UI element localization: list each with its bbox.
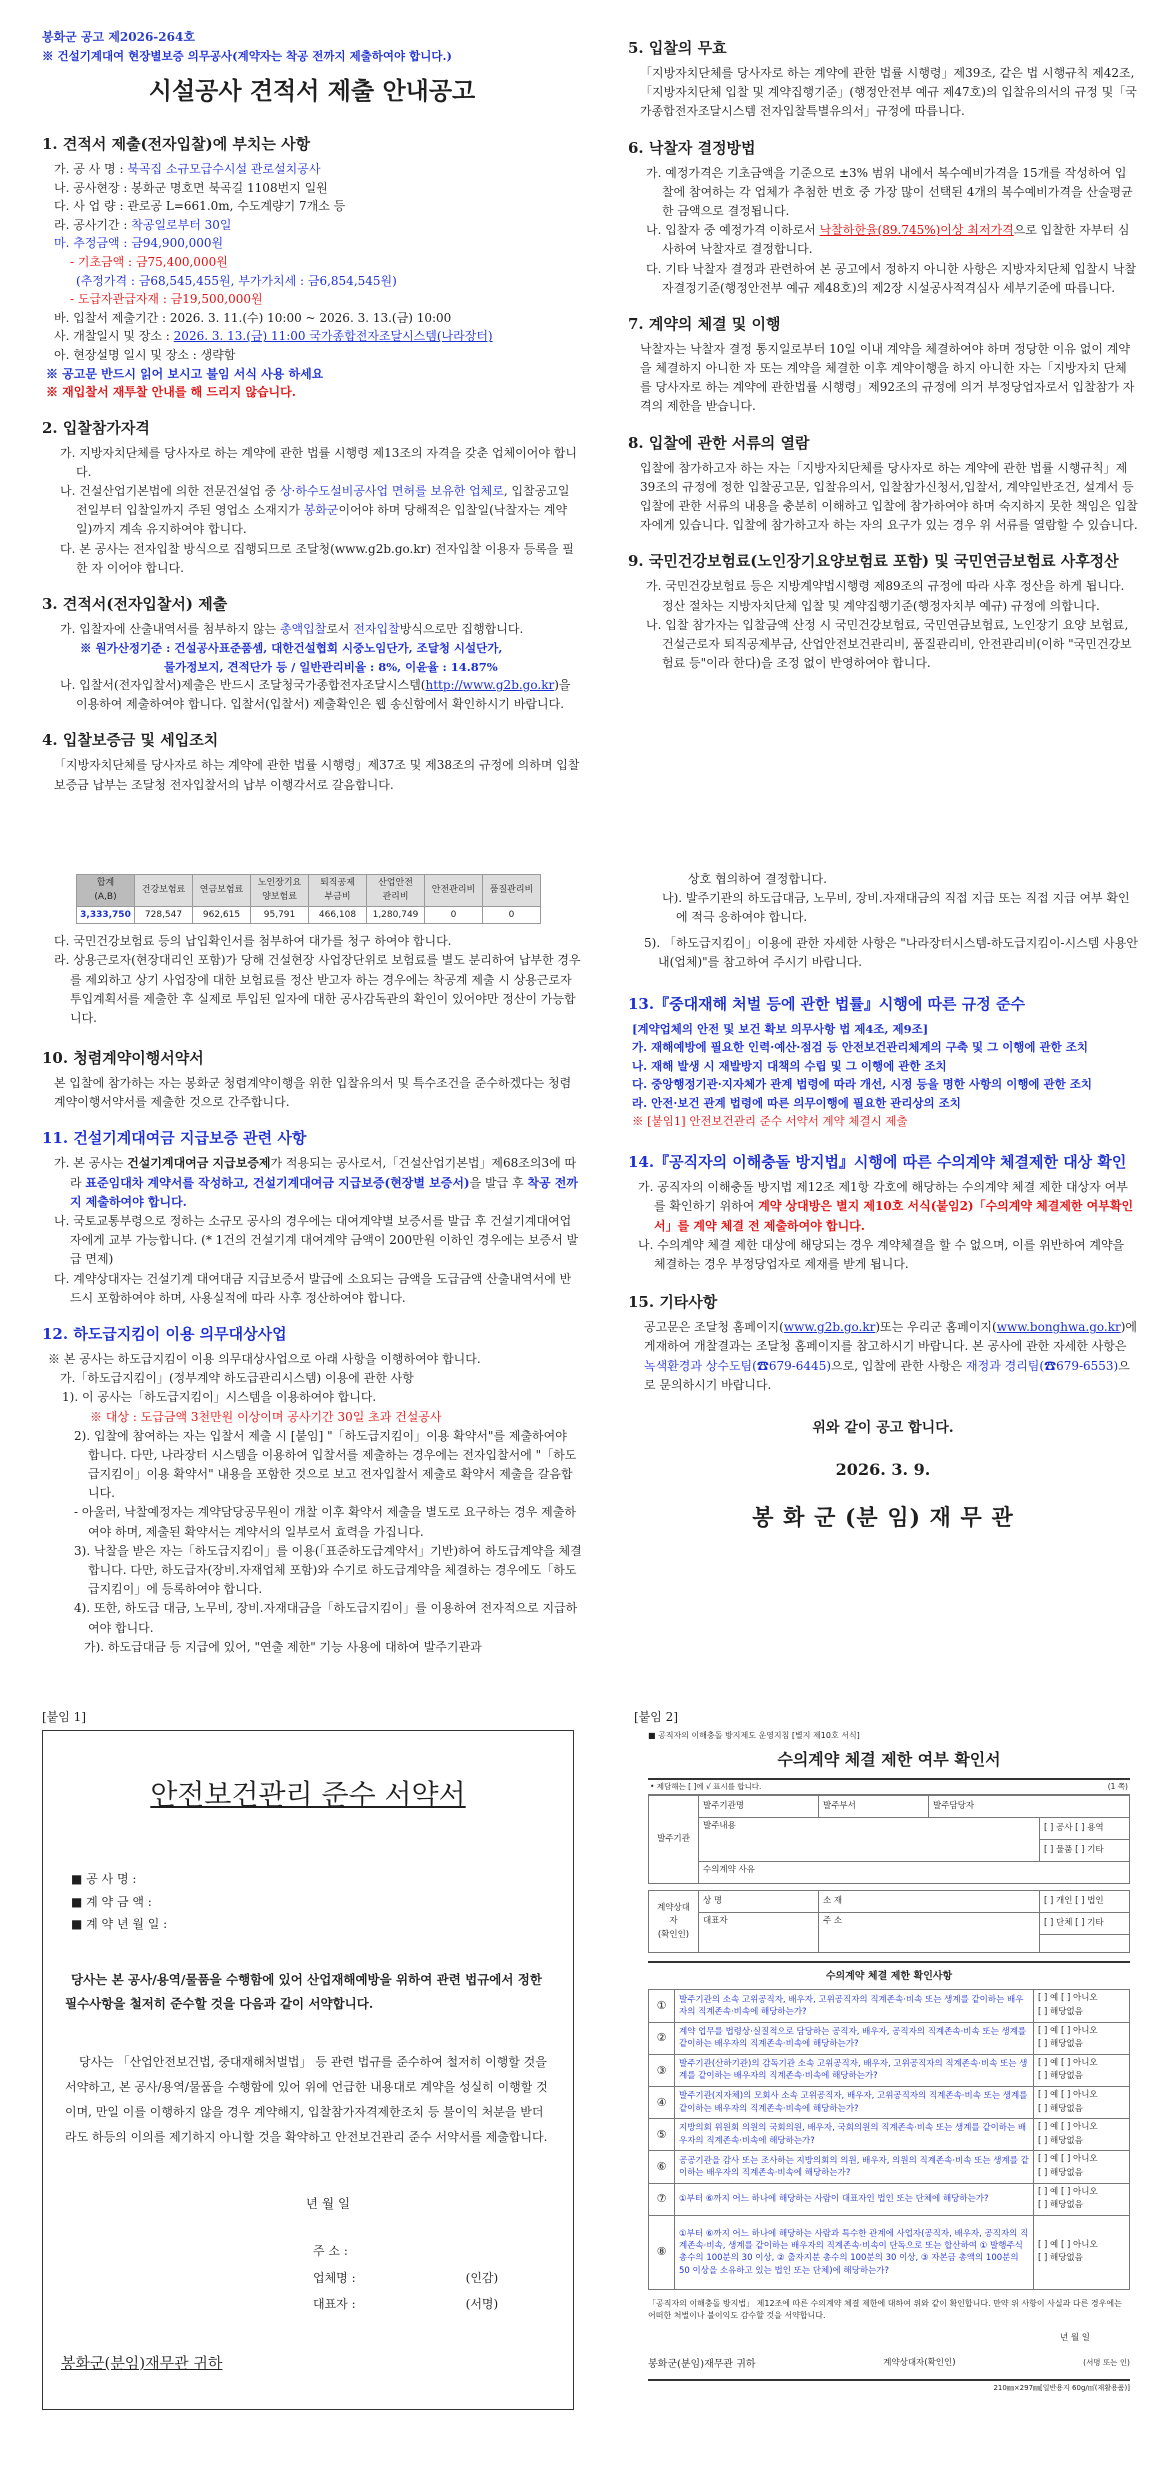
s2-item: 나. 건설산업기본법에 의한 전문건설업 중 상·하수도설비공사업 면허를 보유한 업체로, 입찰공고일 전일부터 입찰일까지 주된 영업소 소재지가 봉화군이어야 하며 당해적은 입찰일(낙찰자는 계약일)까지 계속 유지하여야 합니다.: [60, 484, 570, 537]
s13-item: 라. 안전·보건 관계 법령에 따른 의무이행에 필요한 관리상의 조치: [632, 1095, 961, 1110]
s12c-item: 상호 협의하여 결정합니다.: [688, 872, 827, 886]
att2-org-head: 발주담당자: [929, 1796, 1130, 1818]
section-10-title: 10. 청렴계약이행서약서: [42, 1049, 204, 1068]
att2-title: 수의계약 체결 제한 여부 확인서: [777, 1749, 1001, 1769]
att2-row-num: ④: [649, 2086, 675, 2118]
ins-header: 품질관리비: [483, 875, 541, 907]
att1-pledge-2: 당사는 「산업안전보건법, 중대재해처벌법」 등 관련 법규를 준수하여 철저히 이행할 것을 서약하고, 본 공사/용역/물품을 수행함에 있어 위에 언급한 내용대로 계약을 성실히 이행할 것이며, 만일 이를 이행하지 않을 경우 계약해지, 입찰참가자격제한조치 등 불이익 처분을 받더라도 하등의 이의를 제기하지 아니할 것을 확약하고 안전보건관리 준수 서약서를 제출합니다.: [65, 2054, 548, 2145]
section-1-title: 1. 견적서 제출(전자입찰)에 부치는 사항: [42, 134, 311, 153]
att2-kind: 수의계약 사유: [699, 1862, 1130, 1884]
s3-item: 물가정보지, 견적단가 등 / 일반관리비율 : 8%, 이윤율 : 14.87%: [164, 659, 498, 674]
s1-item: - 기초금액 : 금75,400,000원: [70, 254, 228, 269]
ins-header: 연금보험료: [193, 875, 251, 907]
att2-opt: [ ] 단체 [ ] 기타: [1040, 1913, 1130, 1935]
att2-check-row: [649, 1990, 1130, 2022]
section-6-title: 6. 낙찰자 결정방법: [628, 138, 756, 157]
s7-text: 낙찰자는 낙찰자 결정 통지일로부터 10일 이내 계약을 체결하여야 하며 정당한 이유 없이 계약을 체결하지 아니한 자 또는 계약을 체결한 이후 계약이행을 하지 아니한 자는「지방자치 단체를 당사자로 하는 계약에 관한법률 시행령」제92조의 규정에 의거 부정당업자로서 입찰참가 자격의 제한을 받습니다.: [640, 341, 1135, 414]
att2-na[interactable]: [ ] 해당없음: [1038, 2006, 1083, 2017]
att2-form-note: ■ 공직자의 이해충돌 방지제도 운영지침 [별지 제10호 서식]: [648, 1731, 860, 1740]
att2-na[interactable]: [ ] 해당없음: [1038, 2167, 1083, 2178]
section-9-title: 9. 국민건강보험료(노인장기요양보험료 포함) 및 국민연금보험료 사후정산: [628, 552, 1119, 571]
att2-check-row: [649, 2119, 1130, 2151]
att2-check-row: [649, 2183, 1130, 2215]
s14-item: 가. 공직자의 이해충돌 방지법 제12조 제1항 각호에 해당하는 수의계약 체결 제한 대상자 여부를 확인하기 위하여 계약 상대방은 별지 제10호 서식(붙임2)「수의계약 체결제한 여부확인서」를 계약 체결 전 제출하여야 합니다.: [638, 1180, 1134, 1233]
section-4-title: 4. 입찰보증금 및 세입조치: [42, 731, 219, 750]
att2-sub-title: 수의계약 체결 제한 확인사항: [825, 1971, 953, 1983]
att2-row-num: ②: [649, 2022, 675, 2054]
att2-na[interactable]: [ ] 해당없음: [1038, 2253, 1083, 2264]
s14-item: 나. 수의계약 체결 제한 대상에 해당되는 경우 계약체결을 할 수 없으며, 이를 위반하여 계약을 체결하는 경우 부정당업자로 제재를 받게 됩니다.: [638, 1237, 1125, 1272]
att2-check-row: [649, 2151, 1130, 2183]
ins-value: 0: [425, 906, 483, 923]
att2-row-answer[interactable]: [1034, 2119, 1130, 2151]
ins-value: 466,108: [309, 906, 367, 923]
att2-row-answer[interactable]: [1034, 2086, 1130, 2118]
att2-recipient: 봉화군(분임)재무관 귀하: [648, 2359, 756, 2371]
att2-row-answer[interactable]: [1034, 2183, 1130, 2215]
att2-row-question: 발주기관의 소속 고위공직자, 배우자, 고위공직자의 직계존속·비속 또는 생계를 같이하는 배우자의 직계존속·비속에 해당하는가?: [675, 1990, 1034, 2022]
s12-item: 2). 입찰에 참여하는 자는 입찰서 제출 시 [붙임] "「하도급지킴이」이용 확약서"를 제출하여야 합니다. 다만, 나라장터 시스템을 이용하여 입찰서를 제출하는 경우에는 전자입찰서에 "「하도급지킴이」이용 확약서" 내용을 포함한 것으로 보고 전자입찰서 제출로 확약서 제출을 갈음합니다.: [74, 1428, 577, 1501]
att2-na[interactable]: [ ] 해당없음: [1038, 2135, 1083, 2146]
att2-yes-no[interactable]: [ ] 예 [ ] 아니오: [1038, 2025, 1098, 2036]
page-title: 시설공사 견적서 제출 안내공고: [148, 76, 476, 105]
att2-row-question: ①부터 ⑥까지 어느 하나에 해당하는 사람과 특수한 관계에 사업자(공직자, 배우자, 공직자의 직계존속·비속, 생계를 같이하는 배우자의 직계존속·비속이 단독으로 또는 합산하여 ① 발행주식 총수의 100분의 30 이상, ② 출자지분 총수의 100분의 30 이상, ③ 자본금 총액의 100분의 50 이상을 소유하고 있는 법인 또는 단체)에 해당하는가?: [675, 2215, 1034, 2289]
ins-header: 합계 (A,B): [77, 875, 135, 907]
att2-row-question: ①부터 ⑥까지 어느 하나에 해당하는 사람이 대표자인 법인 또는 단체에 해당하는가?: [675, 2183, 1034, 2215]
ins-header: 건강보험료: [135, 875, 193, 907]
att2-yes-no[interactable]: [ ] 예 [ ] 아니오: [1038, 2239, 1098, 2250]
att2-party-name: 상 명: [699, 1891, 819, 1913]
s12c-item: 나). 발주기관의 하도급대금, 노무비, 장비.자재대금의 직접 지급 또는 직접 지급 여부 확인에 적극 응하여야 합니다.: [662, 891, 1130, 925]
att2-na[interactable]: [ ] 해당없음: [1038, 2071, 1083, 2082]
att2-hdr-left: • 제담해는 [ ]에 √ 표시를 합니다.: [650, 1782, 762, 1792]
att2-party-table: [648, 1890, 1130, 1953]
s1-item: 마. 추정금액 : 금94,900,000원: [54, 236, 224, 251]
att2-yes-no[interactable]: [ ] 예 [ ] 아니오: [1038, 2186, 1098, 2197]
s1-item: (추정가격 : 금68,545,455원, 부가가치세 : 금6,854,545원): [76, 273, 397, 288]
s3-item: ※ 원가산정기준 : 건설공사표준품셈, 대한건설협회 시중노임단가, 조달청 시설단가,: [80, 641, 503, 656]
att1-corp: 업체명 : (인감): [313, 2270, 499, 2285]
ins-value: 0: [483, 906, 541, 923]
att2-footer: 「공직자의 이해충돌 방지법」 제12조에 따른 수의계약 체결 제한에 대하여 위와 같이 확인합니다. 만약 위 사항이 사실과 다른 경우에는 어떠한 처벌이나 불이익도 감수할 것을 서약합니다.: [648, 2298, 1122, 2320]
s6-item: 나. 입찰자 중 예정가격 이하로서 낙찰하한율(89.745%)이상 최저가격으로 입찰한 자부터 심사하여 낙찰자로 결정합니다.: [646, 223, 1130, 257]
att2-yes-no[interactable]: [ ] 예 [ ] 아니오: [1038, 2122, 1098, 2133]
right-column-middle: [628, 870, 1138, 1536]
s1-item: 다. 사 업 량 : 관로공 L=661.0m, 수도계량기 7개소 등: [54, 199, 346, 214]
s6-item: 다. 기타 낙찰자 결정과 관련하여 본 공고에서 정하지 아니한 사항은 지방자치단체 입찰시 낙찰자결정기준(행정안전부 예규 제48호)의 제2장 시설공사적격심사 세부기준에 따릅니다.: [646, 261, 1137, 295]
s12-item: ※ 본 공사는 하도급지킴이 이용 의무대상사업으로 아래 사항을 이행하여야 합니다.: [48, 1351, 481, 1366]
att2-na[interactable]: [ ] 해당없음: [1038, 2039, 1083, 2050]
att2-party-loc: 주 소: [819, 1913, 1040, 1953]
ins-value: 728,547: [135, 906, 193, 923]
att2-info-table: [648, 1795, 1130, 1884]
att1-pledge-1: 당사는 본 공사/용역/물품을 수행함에 있어 산업재해예방을 위하여 관련 법규에서 정한 필수사항을 철저히 준수할 것을 다음과 같이 서약합니다.: [65, 1972, 542, 2011]
att2-party-sign: 계약상대자(확인인): [883, 2358, 956, 2369]
ins-header: 퇴직공제 부금비: [309, 875, 367, 907]
s12-item: 1). 이 공사는「하도급지킴이」시스템을 이용하여야 합니다.: [62, 1390, 377, 1405]
s13-item: ※ [붙임1] 안전보건관리 준수 서약서 계약 체결시 제출: [632, 1113, 908, 1128]
ins-value: 95,791: [251, 906, 309, 923]
att2-date: 년 월 일: [1059, 2332, 1090, 2343]
s12-item: - 아울러, 낙찰예정자는 계약담당공무원이 개찰 이후 확약서 제출을 별도로 요구하는 경우 제출하여야 하며, 제출된 확약서는 계약서의 일부로서 효력을 가집니다.: [74, 1505, 576, 1539]
attachment-2-form: [648, 1730, 1130, 2394]
att2-row-question: 계약 업무를 법령상·실질적으로 담당하는 공직자, 배우자, 공직자의 직계존속·비속 또는 생계를 같이하는 배우자의 직계존속·비속에 해당하는가?: [675, 2022, 1034, 2054]
att2-yes-no[interactable]: [ ] 예 [ ] 아니오: [1038, 1993, 1098, 2004]
att2-party-label: 계약상대자 (확인인): [649, 1891, 699, 1953]
section-3-title: 3. 견적서(전자입찰서) 제출: [42, 595, 228, 613]
s13-item: [계약업체의 안전 및 보건 확보 의무사항 법 제4조, 제9조]: [632, 1021, 929, 1036]
s12-item: 4). 또한, 하도급 대금, 노무비, 장비.자재대금을「하도급지킴이」를 이용하여 전자적으로 지급하여야 합니다.: [74, 1601, 578, 1635]
ins-value: 1,280,749: [367, 906, 425, 923]
section-2-title: 2. 입찰참가자격: [42, 418, 150, 437]
attachment-1-form: [42, 1730, 574, 2410]
ins-header: 안전관리비: [425, 875, 483, 907]
closing-line: 위와 같이 공고 합니다.: [812, 1419, 954, 1436]
left-column-top: [42, 28, 582, 795]
closing-date: 2026. 3. 9.: [835, 1460, 931, 1480]
att2-hdr-right: (1 쪽): [1107, 1782, 1128, 1792]
section-11-title: 11. 건설기계대여금 지급보증 관련 사항: [42, 1129, 307, 1148]
s3-item: 나. 입찰서(전자입찰서)제출은 반드시 조달청국가종합전자조달시스템(http://www.g2b.go.kr)을 이용하여 제출하여야 합니다. 입찰서(입찰서) 제출확인은 웹 송신함에서 확인하시기 바랍니다.: [60, 677, 571, 712]
s12c-item: 5). 「하도급지킴이」이용에 관한 자세한 사항은 "나라장터시스템-하도급지킴이-시스템 사용안내(업체)"를 참고하여 주시기 바랍니다.: [644, 935, 1138, 969]
s10-text: 본 입찰에 참가하는 자는 봉화군 청렴계약이행을 위한 입찰유의서 및 특수조건을 준수하겠다는 청렴계약이행서약서를 제출한 것으로 간주합니다.: [54, 1076, 572, 1110]
att2-check-row: [649, 2054, 1130, 2086]
att1-addr: 주 소 :: [313, 2244, 348, 2259]
notice-number: 봉화군 공고 제2026-264호: [42, 30, 195, 44]
att2-na[interactable]: [ ] 해당없음: [1038, 2103, 1083, 2114]
issuer-name: 봉 화 군 (분 임) 재 무 관: [752, 1504, 1014, 1531]
att1-field: ■ 계 약 금 액 :: [71, 1894, 152, 1909]
section-5-title: 5. 입찰의 무효: [628, 39, 727, 57]
s1-item: 나. 공사현장 : 봉화군 명호면 북곡길 1108번지 일원: [54, 180, 328, 195]
s11-item: 나. 국토교통부령으로 정하는 소규모 공사의 경우에는 대여계약별 보증서를 발급 후 건설기계대여업자에게 교부 가능합니다. (* 1건의 건설기계 대여계약 금액이 200만원 이하인 경우에는 보증서 발급 면제): [54, 1214, 579, 1267]
att2-party-ceo: 대표자: [699, 1913, 819, 1953]
right-column-top: [628, 36, 1138, 673]
att2-row-answer[interactable]: [1034, 2054, 1130, 2086]
att1-ceo: 대표자 : (서명): [313, 2297, 499, 2312]
s8-text: 입찰에 참가하고자 하는 자는「지방자치단체를 당사자로 하는 계약에 관한 법률 시행규칙」제39조의 규정에 정한 입찰공고문, 입찰유의서, 입찰참가신청서,입찰서, 계약일반조건, 설계서 등 입찰에 관한 서류의 내용을 충분히 이해하고 입찰에 참가하여야 하며 숙지하지 못한 책임은 입찰자에게 있습니다. 입찰에 참가하고자 하는 자의 요구가 있는 경우 위 서류를 열람할 수 있습니다.: [640, 460, 1138, 533]
att1-title: 안전보건관리 준수 서약서: [150, 1778, 466, 1811]
att2-row-question: 발주기관(산하기관)의 감독기관 소속 고위공직자, 배우자, 고위공직자의 직계존속·비속 또는 생계를 같이하는 배우자의 직계존속·비속에 해당하는가?: [675, 2054, 1034, 2086]
att2-row-question: 지방의회 위원회 의원의 국회의원, 배우자, 국회의원의 직계존속·비속 또는 생계를 같이하는 배우자의 직계존속·비속에 해당하는가?: [675, 2119, 1034, 2151]
s1-item: 가. 공 사 명 : 북곡집 소규모급수시설 관로설치공사: [54, 161, 321, 176]
s1-item: ※ 공고문 반드시 읽어 보시고 불임 서식 사용 하세요: [46, 366, 324, 381]
ins-value: 962,615: [193, 906, 251, 923]
s9b-item: 다. 국민건강보험료 등의 납입확인서를 첨부하여 대가를 청구 하여야 합니다.: [54, 934, 452, 949]
s13-item: 가. 재해예방에 필요한 인력·예산·점검 등 안전보건관리체계의 구축 및 그 이행에 관한 조치: [632, 1040, 1088, 1055]
s9-item: 나. 입찰 참가자는 입찰금액 산정 시 국민건강보험료, 국민연금보험료, 노인장기 요양 보험료, 건설근로자 퇴직공제부금, 산업안전보건관리비, 품질관리비, 안전관리비(이하 "국민건강보험료 등"이라 한다)을 조정 없이 반영하여야 합니다.: [646, 617, 1132, 671]
s2-item: 가. 지방자치단체를 당사자로 하는 계약에 관한 법률 시행령 제13조의 자격을 갖춘 업체이어야 합니다.: [60, 445, 577, 479]
att2-sign: (서명 또는 인): [1083, 2358, 1130, 2368]
s11-item: 가. 본 공사는 건설기계대여금 지급보증제가 적용되는 공사로서,「건설산업기본법」제68조의3에 따라 표준임대차 계약서를 작성하고, 건설기계대여금 지급보증(현장별 보증서)을 발급 후 착공 전까지 제출하여야 합니다.: [54, 1156, 578, 1209]
s1-item: 라. 공사기간 : 착공일로부터 30일: [54, 217, 232, 232]
ins-value: 3,333,750: [77, 906, 135, 923]
att2-check-row: [649, 2086, 1130, 2118]
s1-item: 바. 입찰서 제출기간 : 2026. 3. 11.(수) 10:00 ~ 2026. 3. 13.(금) 10:00: [54, 310, 452, 325]
insurance-table: [76, 874, 541, 924]
section-7-title: 7. 계약의 체결 및 이행: [628, 314, 781, 333]
att2-row-num: ①: [649, 1990, 675, 2022]
s4-text: 「지방자치단체를 당사자로 하는 계약에 관한 법률 시행령」제37조 및 제38조의 규정에 의하며 입찰보증금 납부는 조달청 전자입찰서의 납부 이행각서로 갈음합니다.: [54, 758, 580, 792]
s3-item: 가. 입찰자에 산출내역서를 첨부하지 않는 총액입찰로서 전자입찰방식으로만 집행합니다.: [60, 622, 524, 636]
section-15-title: 15. 기타사항: [628, 1293, 718, 1312]
att1-recipient: 봉화군(분임)재무관 귀하: [61, 2354, 223, 2372]
attachment-1-tag: [붙임 1]: [42, 1710, 86, 1724]
s1-item: - 도급자관급자재 : 금19,500,000원: [70, 292, 263, 307]
att2-row-num: ⑧: [649, 2215, 675, 2289]
s13-item: 다. 중앙행정기관·지자체가 관계 법령에 따라 개선, 시정 등을 명한 사항의 이행에 관한 조치: [632, 1077, 1092, 1092]
s13-item: 나. 재해 발생 시 재발방지 대책의 수립 및 그 이행에 관한 조치: [632, 1058, 947, 1073]
att2-org-dept: 발주부서: [819, 1796, 929, 1818]
s5-text: 「지방자치단체를 당사자로 하는 계약에 관한 법률 시행령」제39조, 같은 법 시행규칙 제42조,「지방자치단체 입찰 및 계약집행기준」(행정안전부 예규 제47호)의 입찰유의서의 규정 및「국가종합전자조달시스템 전자입찰특별유의서」규정에 따릅니다.: [640, 66, 1137, 119]
att2-org-name: 발주기관명: [699, 1796, 819, 1818]
att2-row-answer[interactable]: [1034, 2151, 1130, 2183]
att2-yes-no[interactable]: [ ] 예 [ ] 아니오: [1038, 2089, 1098, 2100]
att2-na[interactable]: [ ] 해당없음: [1038, 2200, 1083, 2211]
att2-row-question: 공공기관을 감사 또는 조사하는 지방의회의 의원, 배우자, 의원의 직계존속·비속 또는 생계를 같이하는 배우자의 직계존속·비속에 해당하는가?: [675, 2151, 1034, 2183]
att2-opt: [ ] 개인 [ ] 법인: [1040, 1891, 1130, 1913]
s1-item: 아. 현장설명 일시 및 장소 : 생략함: [54, 347, 236, 362]
attachment-2-tag: [붙임 2]: [634, 1710, 678, 1724]
s1-item: 사. 개찰일시 및 장소 : 2026. 3. 13.(금) 11:00 국가종합전자조달시스템(나라장터): [54, 329, 493, 344]
att2-row-num: ⑦: [649, 2183, 675, 2215]
att2-check-table: [648, 1989, 1130, 2289]
s12-item: 가). 하도급대금 등 지급에 있어, "연출 제한" 기능 사용에 대하여 발주기관과: [84, 1639, 482, 1654]
s9b-item: 라. 상용근로자(현장대리인 포함)가 당해 건설현장 사업장단위로 보험료를 별도 분리하여 납부한 경우를 제외하고 상기 사업장에 대한 보험료를 정산 받고자 하는 경우에는 착공계 제출 시 상용근로자 투입계획서를 제출한 후 실제로 투입된 일자에 대한 공사감독관의 확인이 있어야만 정산이 가능합니다.: [54, 953, 581, 1025]
att2-size: 210㎜×297㎜[일반용지 60g/㎡(재활용품)]: [993, 2384, 1130, 2393]
att2-org-label: 발주기관: [649, 1796, 699, 1884]
att2-row-num: ⑤: [649, 2119, 675, 2151]
att2-row-answer[interactable]: [1034, 1990, 1130, 2022]
att2-row-question: 발주기관(지자체)의 모회사 소속 고위공직자, 배우자, 고위공직자의 직계존속·비속 또는 생계를 같이하는 배우자의 직계존속·비속에 해당하는가?: [675, 2086, 1034, 2118]
att1-field: ■ 계 약 년 월 일 :: [71, 1917, 168, 1932]
s12-item: 3). 낙찰을 받은 자는「하도급지킴이」를 이용(「표준하도급계약서」기반)하여 하도급계약을 체결합니다. 다만, 하도급자(장비.자재업체 포함)와 수기로 하도급계약을 체결하는 경우에도「하도급지킴이」에 등록하여야 합니다.: [74, 1543, 582, 1597]
att2-row-num: ⑥: [649, 2151, 675, 2183]
att2-row-answer[interactable]: [1034, 2215, 1130, 2289]
left-column-middle: [42, 874, 582, 1657]
s12-item: 가.「하도급지킴이」(정부계약 하도급관리시스템) 이용에 관한 사항: [60, 1371, 414, 1386]
att2-row-num: ③: [649, 2054, 675, 2086]
s12-item: ※ 대상 : 도급금액 3천만원 이상이며 공사기간 30일 초과 건설공사: [90, 1409, 442, 1424]
att2-party-addr: 소 재: [819, 1891, 1040, 1913]
ins-header: 산업안전 관리비: [367, 875, 425, 907]
section-8-title: 8. 입찰에 관한 서류의 열람: [628, 433, 810, 452]
att2-yes-no[interactable]: [ ] 예 [ ] 아니오: [1038, 2154, 1098, 2165]
att1-date: 년 월 일: [305, 2196, 351, 2212]
warning-line: ※ 건설기계대여 현장별보증 의무공사(계약자는 착공 전까지 제출하여야 합니다.): [42, 49, 452, 64]
section-14-title: 14.『공직자의 이해충돌 방지법』시행에 따른 수의계약 체결제한 대상 확인: [628, 1153, 1127, 1172]
att2-check-row: [649, 2215, 1130, 2289]
s11-item: 다. 계약상대자는 건설기계 대여대금 지급보증서 발급에 소요되는 금액을 도급금액 산출내역서에 반드시 포함하여야 하며, 사용실적에 따라 사후 정산하여야 합니다.: [54, 1271, 572, 1305]
att2-yes-no[interactable]: [ ] 예 [ ] 아니오: [1038, 2057, 1098, 2068]
att2-content: 발주내용: [699, 1818, 1040, 1862]
s6-item: 가. 예정가격은 기초금액을 기준으로 ±3% 범위 내에서 복수예비가격을 15개를 작성하여 입찰에 참여하는 각 업체가 추첨한 번호 중 가장 많이 선택된 4개의 복수예비가격을 산술평균한 금액으로 결정됩니다.: [646, 165, 1133, 218]
ins-header: 노인장기요 양보험료: [251, 875, 309, 907]
att2-opt: [ ] 공사 [ ] 용역: [1040, 1818, 1130, 1840]
att1-field: ■ 공 사 명 :: [71, 1871, 137, 1886]
s9-item: 가. 국민건강보험료 등은 지방계약법시행령 제89조의 규정에 따라 사후 정산을 하게 됩니다. 정산 절차는 지방자치단체 입찰 및 계약집행기준(행정자치부 예규) 규정에 의합니다.: [646, 579, 1125, 613]
att2-opt: [ ] 물품 [ ] 기타: [1040, 1840, 1130, 1862]
s15-text: 공고문은 조달청 홈페이지(www.g2b.go.kr)또는 우리군 홈페이지(www.bonghwa.go.kr)에 게재하여 개찰결과는 조달청 홈페이지를 참고하시기 바랍니다. 본 공사에 관한 자세한 사항은 녹색환경과 상수도팀(☎679-6445)으로, 입찰에 관한 사항은 재정과 경리팀(☎679-6553)으로 문의하시기 바랍니다.: [644, 1320, 1137, 1392]
s2-item: 다. 본 공사는 전자입찰 방식으로 집행되므로 조달청(www.g2b.go.kr) 전자입찰 이용자 등록을 필한 자 이어야 합니다.: [60, 541, 574, 575]
s1-item: ※ 재입찰서 재투찰 안내를 해 드리지 않습니다.: [46, 385, 296, 400]
section-12-title: 12. 하도급지킴이 이용 의무대상사업: [42, 1324, 287, 1343]
section-13-title: 13.『중대재해 처벌 등에 관한 법률』시행에 따른 규정 준수: [628, 994, 1025, 1013]
att2-row-answer[interactable]: [1034, 2022, 1130, 2054]
att2-check-row: [649, 2022, 1130, 2054]
